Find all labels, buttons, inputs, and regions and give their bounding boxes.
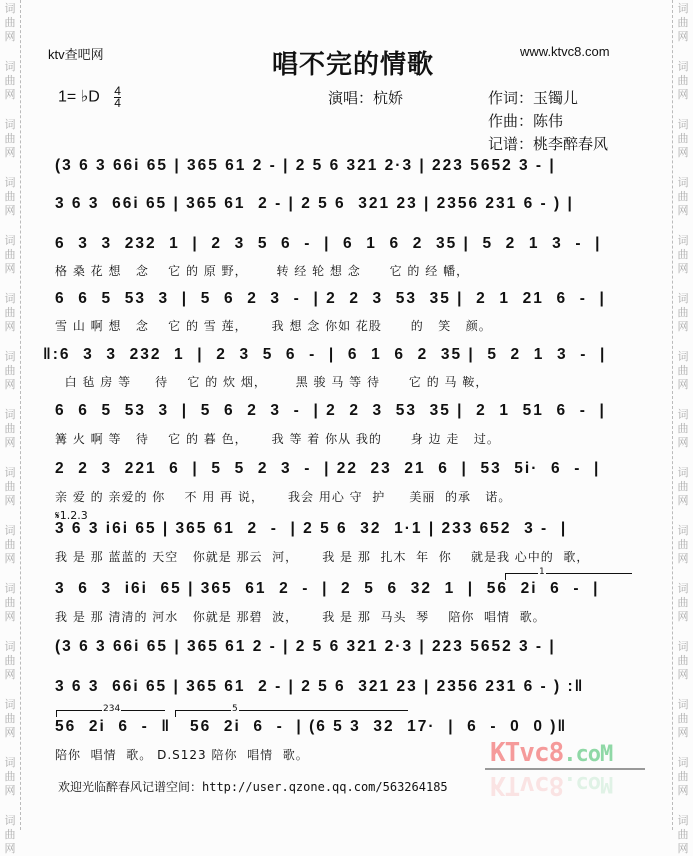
watermark-glyph: 曲 — [4, 16, 16, 29]
watermark-glyph: 网 — [677, 436, 689, 449]
watermark-glyph: 网 — [677, 784, 689, 797]
watermark-glyph: 词 — [677, 698, 689, 711]
watermark-glyph: 曲 — [677, 306, 689, 319]
watermark-glyph: 网 — [677, 204, 689, 217]
right-watermark-strip — [672, 0, 693, 855]
lyrics-row-6: 篝 火 啊 等 待 它 的 暮 色， 我 等 着 你从 我的 身 边 走 过。 — [55, 432, 500, 446]
watermark-glyph: 曲 — [677, 422, 689, 435]
watermark-glyph: 网 — [4, 436, 16, 449]
watermark-glyph: 曲 — [677, 248, 689, 261]
watermark-glyph: 网 — [4, 378, 16, 391]
watermark-glyph: 词 — [677, 524, 689, 537]
watermark-glyph: 词 — [4, 466, 16, 479]
watermark-glyph: 曲 — [677, 712, 689, 725]
watermark-glyph: 网 — [677, 552, 689, 565]
score-row-12: 56 2i 6 - ‖ 56 2i 6 - | (6 5 3 32 17· | 6 - 0 0 )‖ — [55, 718, 568, 735]
watermark-glyph: 网 — [677, 726, 689, 739]
watermark-glyph: 曲 — [4, 364, 16, 377]
watermark-glyph: 词 — [4, 640, 16, 653]
watermark-glyph: 词 — [677, 60, 689, 73]
site-name: ktv查吧网 — [48, 47, 104, 62]
watermark-glyph: 网 — [4, 262, 16, 275]
watermark-glyph: 曲 — [677, 16, 689, 29]
score-row-8: 3 6 3 i6i 65 | 365 61 2 - | 2 5 6 32 1·1 | 233 652 3 - | — [55, 520, 568, 537]
watermark-glyph: 曲 — [677, 364, 689, 377]
time-sig-top: 4 — [114, 84, 121, 98]
watermark-glyph: 网 — [4, 784, 16, 797]
watermark-glyph: 词 — [677, 292, 689, 305]
watermark-glyph: 网 — [4, 668, 16, 681]
watermark-glyph: 词 — [677, 640, 689, 653]
watermark-glyph: 词 — [677, 2, 689, 15]
watermark-glyph: 曲 — [677, 190, 689, 203]
watermark-glyph: 曲 — [4, 306, 16, 319]
watermark-glyph: 词 — [677, 408, 689, 421]
watermark-glyph: 曲 — [677, 596, 689, 609]
watermark-glyph: 网 — [677, 494, 689, 507]
lyrics-row-12: 陪你 唱情 歌。 D.S123 陪你 唱情 歌。 — [55, 748, 309, 762]
watermark-glyph: 词 — [677, 814, 689, 827]
volta-5: 5 — [175, 710, 408, 717]
watermark-glyph: 网 — [4, 320, 16, 333]
watermark-glyph: 曲 — [677, 538, 689, 551]
watermark-glyph: 曲 — [677, 654, 689, 667]
footer-text[interactable]: 欢迎光临醉春风记谱空间：http://user.qzone.qq.com/563264185 — [58, 780, 448, 794]
watermark-glyph: 曲 — [4, 828, 16, 841]
watermark-glyph: 网 — [677, 146, 689, 159]
key-label: 1= ♭D — [58, 88, 100, 106]
score-row-9: 3 6 3 i6i 65 | 365 61 2 - | 2 5 6 32 1 | 56 2i 6 - | — [55, 580, 600, 597]
lyricist: 作词：玉镯儿 — [488, 89, 579, 107]
watermark-glyph: 词 — [4, 292, 16, 305]
watermark-glyph: 曲 — [4, 422, 16, 435]
watermark-glyph: 曲 — [4, 712, 16, 725]
logo-part-b: .coM — [563, 742, 613, 767]
watermark-glyph: 曲 — [677, 74, 689, 87]
watermark-glyph: 网 — [4, 552, 16, 565]
segno-marker: 𝄋1.2.3 — [55, 509, 88, 522]
time-sig-bottom: 4 — [114, 96, 121, 110]
watermark-glyph: 词 — [4, 698, 16, 711]
score-row-3: 6 3 3 232 1 | 2 3 5 6 - | 6 1 6 2 35 | 5 2 1 3 - | — [55, 235, 602, 252]
site-url[interactable]: www.ktvc8.com — [520, 44, 610, 59]
watermark-glyph: 网 — [677, 88, 689, 101]
transcriber: 记谱：桃李醉春风 — [488, 135, 609, 153]
watermark-glyph: 词 — [4, 408, 16, 421]
watermark-glyph: 曲 — [4, 74, 16, 87]
watermark-glyph: 网 — [677, 320, 689, 333]
watermark-glyph: 网 — [4, 842, 16, 855]
watermark-glyph: 网 — [4, 146, 16, 159]
score-row-1: (3 6 3 66i 65 | 365 61 2 - | 2 5 6 321 2·3 | 223 5652 3 - | — [55, 157, 556, 174]
time-signature — [114, 86, 121, 109]
watermark-glyph: 词 — [677, 350, 689, 363]
watermark-glyph: 曲 — [4, 248, 16, 261]
watermark-glyph: 词 — [677, 466, 689, 479]
volta-1: 1 — [505, 573, 632, 580]
lyrics-row-9: 我 是 那 清清的 河水 你就是 那碧 波， 我 是 那 马头 琴 陪你 唱情 歌。 — [55, 610, 546, 624]
composer: 作曲：陈伟 — [488, 112, 564, 130]
watermark-glyph: 词 — [4, 814, 16, 827]
watermark-glyph: 词 — [677, 234, 689, 247]
watermark-glyph: 网 — [4, 204, 16, 217]
watermark-glyph: 网 — [677, 610, 689, 623]
watermark-glyph: 网 — [677, 30, 689, 43]
volta-234: 234 — [56, 710, 165, 717]
watermark-glyph: 曲 — [677, 828, 689, 841]
watermark-glyph: 网 — [4, 726, 16, 739]
watermark-glyph: 词 — [4, 2, 16, 15]
watermark-glyph: 词 — [4, 350, 16, 363]
score-row-4: 6 6 5 53 3 | 5 6 2 3 - | 2 2 3 53 35 | 2 1 21 6 - | — [55, 290, 606, 307]
score-row-10: (3 6 3 66i 65 | 365 61 2 - | 2 5 6 321 2·3 | 223 5652 3 - | — [55, 638, 556, 655]
watermark-glyph: 曲 — [4, 770, 16, 783]
watermark-glyph: 曲 — [4, 480, 16, 493]
song-title: 唱不完的情歌 — [272, 50, 435, 80]
logo-reflection: KTvc8.coM — [490, 770, 613, 800]
score-row-11: 3 6 3 66i 65 | 365 61 2 - | 2 5 6 321 23 | 2356 231 6 - ) :‖ — [55, 678, 585, 695]
lyrics-row-3: 格 桑 花 想 念 它 的 原 野， 转 经 轮 想 念 它 的 经 幡， — [55, 264, 470, 278]
watermark-glyph: 词 — [4, 118, 16, 131]
score-row-7: 2 2 3 221 6 | 5 5 2 3 - | 22 23 21 6 | 53 5i· 6 - | — [55, 460, 601, 477]
watermark-glyph: 网 — [677, 378, 689, 391]
watermark-glyph: 曲 — [4, 190, 16, 203]
watermark-glyph: 网 — [677, 668, 689, 681]
watermark-glyph: 网 — [4, 30, 16, 43]
watermark-glyph: 网 — [677, 262, 689, 275]
lyrics-row-5: 白 毡 房 等 待 它 的 炊 烟， 黑 骏 马 等 待 它 的 马 鞍， — [55, 375, 489, 389]
watermark-glyph: 词 — [4, 582, 16, 595]
watermark-glyph: 词 — [4, 524, 16, 537]
watermark-glyph: 词 — [4, 60, 16, 73]
logo-part-a: KTvc8 — [490, 738, 564, 768]
score-row-6: 6 6 5 53 3 | 5 6 2 3 - | 2 2 3 53 35 | 2 1 51 6 - | — [55, 402, 606, 419]
watermark-glyph: 词 — [677, 176, 689, 189]
watermark-glyph: 词 — [677, 582, 689, 595]
watermark-glyph: 网 — [4, 88, 16, 101]
watermark-glyph: 词 — [677, 756, 689, 769]
watermark-glyph: 曲 — [4, 132, 16, 145]
watermark-glyph: 曲 — [677, 770, 689, 783]
watermark-glyph: 网 — [677, 842, 689, 855]
ktvc8-logo — [490, 738, 612, 768]
watermark-glyph: 曲 — [4, 596, 16, 609]
key-signature — [58, 86, 121, 109]
lyrics-row-7: 亲 爱 的 亲爱的 你 不 用 再 说， 我会 用心 守 护 美丽 的承 诺。 — [55, 490, 512, 504]
watermark-glyph: 曲 — [4, 654, 16, 667]
singer: 演唱：杭娇 — [328, 89, 404, 107]
watermark-glyph: 曲 — [677, 480, 689, 493]
watermark-glyph: 词 — [4, 176, 16, 189]
watermark-glyph: 网 — [4, 494, 16, 507]
watermark-glyph: 网 — [4, 610, 16, 623]
watermark-glyph: 曲 — [4, 538, 16, 551]
watermark-glyph: 词 — [4, 756, 16, 769]
watermark-glyph: 曲 — [677, 132, 689, 145]
score-row-2: 3 6 3 66i 65 | 365 61 2 - | 2 5 6 321 23 | 2356 231 6 - ) | — [55, 195, 574, 212]
left-watermark-strip — [0, 0, 21, 855]
watermark-glyph: 词 — [677, 118, 689, 131]
lyrics-row-4: 雪 山 啊 想 念 它 的 雪 莲， 我 想 念 你如 花股 的 笑 颜。 — [55, 319, 492, 333]
score-row-5: ‖:6 3 3 232 1 | 2 3 5 6 - | 6 1 6 2 35 | 5 2 1 3 - | — [43, 346, 607, 363]
watermark-glyph: 词 — [4, 234, 16, 247]
lyrics-row-8: 我 是 那 蓝蓝的 天空 你就是 那云 河， 我 是 那 扎木 年 你 就是我 心中的 歌， — [55, 550, 590, 564]
